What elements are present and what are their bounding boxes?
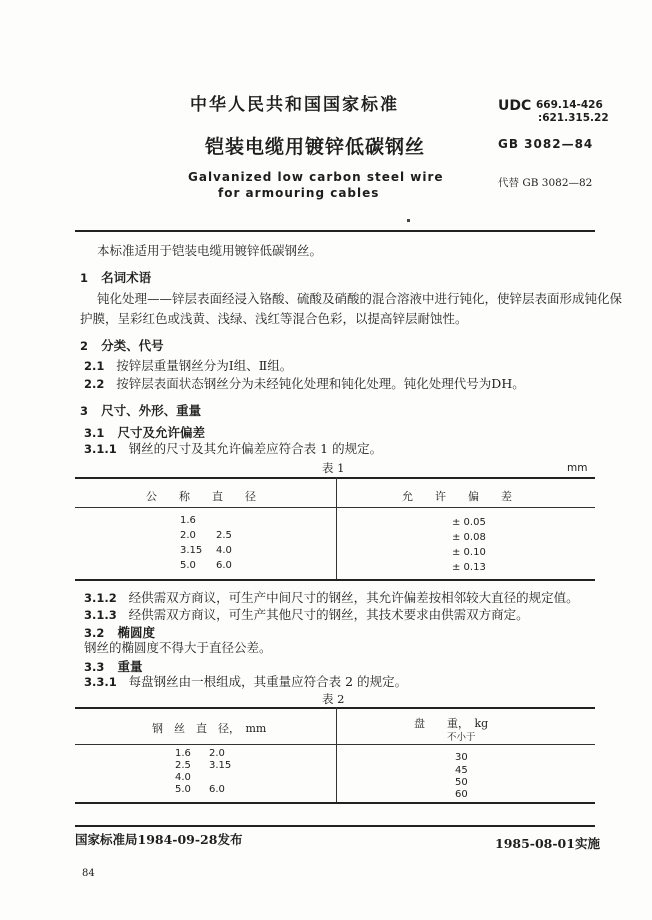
clause-3-2-text: 钢丝的椭圆度不得大于直径公差。: [84, 640, 272, 655]
clause-3-1-1: [84, 441, 382, 457]
table-cell: ± 0.13: [452, 562, 486, 573]
document-title-cn: 铠装电缆用镀锌低碳钢丝: [205, 136, 426, 158]
national-standard-heading: 中华人民共和国国家标准: [190, 95, 399, 115]
table-2-header-rule: [75, 744, 595, 745]
clause-text: 经供需双方商议，可生产中间尺寸的钢丝，其允许偏差按相邻较大直径的规定值。: [128, 590, 579, 605]
table-1-header-rule: [75, 507, 595, 508]
table-cell: ± 0.05: [452, 517, 486, 528]
table-2-header-minimum: 不小于: [447, 732, 476, 743]
table-cell: 2.0: [209, 748, 225, 759]
clause-text: 每盘钢丝由一根组成，其重量应符合表 2 的规定。: [128, 674, 408, 689]
table-cell: 2.5: [216, 530, 232, 541]
table-cell: 1.6: [180, 515, 196, 526]
clause-text: 按锌层表面状态钢丝分为未经钝化处理和钝化处理。钝化处理代号为DH。: [116, 376, 525, 391]
section-title: 分类、代号: [101, 338, 164, 353]
table-cell: ± 0.10: [452, 547, 486, 558]
clause-number: 3.1: [84, 426, 105, 440]
section-1-heading: [80, 268, 151, 286]
standard-number: GB 3082—84: [498, 137, 594, 151]
clause-3-1-heading: [84, 423, 205, 441]
scope-paragraph: 本标准适用于铠装电缆用镀锌低碳钢丝。: [97, 243, 323, 258]
table-cell: 4.0: [216, 545, 232, 556]
clause-number: 3.1.1: [84, 442, 117, 456]
clause-number: 2.1: [84, 359, 105, 373]
clause-3-1-2: [84, 590, 579, 606]
table-cell: 3.15: [209, 760, 232, 771]
table-2-top-rule: [75, 707, 595, 709]
effective-date: 1985-08-01实施: [495, 836, 600, 851]
clause-number: 3.3.1: [84, 675, 117, 689]
table-1-header-diameter: 公 称 直 径: [146, 490, 256, 503]
table-cell: 1.6: [175, 748, 191, 759]
header-divider: [75, 230, 595, 232]
clause-3-2-heading: [84, 623, 155, 641]
clause-number: 2.2: [84, 377, 105, 391]
clause-title: 重量: [117, 659, 143, 674]
table-cell: 5.0: [180, 560, 196, 571]
clause-title: 尺寸及允许偏差: [117, 425, 205, 440]
clause-number: 3.3: [84, 660, 105, 674]
section-title: 名词术语: [101, 270, 152, 285]
udc-label: UDC: [498, 98, 532, 114]
table-cell: 6.0: [216, 560, 232, 571]
footer-divider: [75, 825, 595, 827]
section-2-heading: [80, 336, 164, 354]
section-number: 1: [80, 271, 89, 285]
table-1-column-divider: [336, 477, 337, 580]
clause-text: 按锌层重量钢丝分为Ⅰ组、Ⅱ组。: [116, 358, 293, 373]
clause-text: 钢丝的尺寸及其允许偏差应符合表 1 的规定。: [128, 441, 383, 456]
clause-3-3-1: [84, 674, 407, 690]
table-cell: 6.0: [209, 784, 225, 795]
page-number: 84: [82, 868, 95, 879]
section-3-heading: [80, 401, 201, 419]
replaces-standard: 代替 GB 3082—82: [498, 177, 593, 189]
clause-number: 3.2: [84, 626, 105, 640]
table-cell: 2.0: [180, 530, 196, 541]
table-cell: 4.0: [175, 772, 191, 783]
header-mark: [407, 219, 410, 222]
table-cell: 5.0: [175, 784, 191, 795]
table-1-caption: 表 1: [322, 461, 345, 475]
table-cell: 30: [455, 752, 468, 763]
clause-title: 椭圆度: [117, 625, 155, 640]
table-cell: ± 0.08: [452, 532, 486, 543]
table-cell: 3.15: [180, 545, 203, 556]
udc-code-line-1: 669.14-426: [536, 99, 603, 111]
table-1-unit: mm: [567, 462, 588, 474]
section-title: 尺寸、外形、重量: [101, 403, 202, 418]
table-2-column-divider: [336, 707, 337, 803]
clause-3-3-heading: [84, 657, 142, 675]
section-1-text-line-1: 钝化处理——锌层表面经浸入铬酸、硫酸及硝酸的混合溶液中进行钝化，使锌层表面形成钝化保: [97, 291, 623, 306]
table-cell: 50: [455, 777, 468, 788]
section-1-text-line-2: 护膜，呈彩红色或浅黄、浅绿、浅红等混合色彩，以提高锌层耐蚀性。: [80, 311, 468, 326]
clause-number: 3.1.3: [84, 608, 117, 622]
clause-text: 经供需双方商议，可生产其他尺寸的钢丝，其技术要求由供需双方商定。: [128, 607, 529, 622]
table-1-top-rule: [75, 477, 595, 479]
table-cell: 60: [455, 789, 468, 800]
table-2-bottom-rule: [75, 802, 595, 804]
clause-2-2: [84, 376, 525, 392]
issue-date: 国家标准局1984-09-28发布: [75, 832, 243, 847]
table-2-caption: 表 2: [322, 692, 345, 706]
table-cell: 2.5: [175, 760, 191, 771]
clause-2-1: [84, 358, 292, 374]
table-1-header-tolerance: 允 许 偏 差: [402, 490, 512, 503]
table-1-bottom-rule: [75, 579, 595, 581]
clause-3-1-3: [84, 607, 529, 623]
section-number: 2: [80, 339, 89, 353]
table-2-header-weight: 盘 重， kg: [414, 717, 489, 730]
table-cell: 45: [455, 765, 468, 776]
udc-code-line-2: :621.315.22: [538, 112, 609, 124]
document-title-en-line-1: Galvanized low carbon steel wire: [188, 170, 444, 184]
document-title-en-line-2: for armouring cables: [218, 186, 380, 200]
clause-number: 3.1.2: [84, 591, 117, 605]
section-number: 3: [80, 404, 89, 418]
table-2-header-diameter: 钢 丝 直 径， mm: [152, 722, 267, 735]
